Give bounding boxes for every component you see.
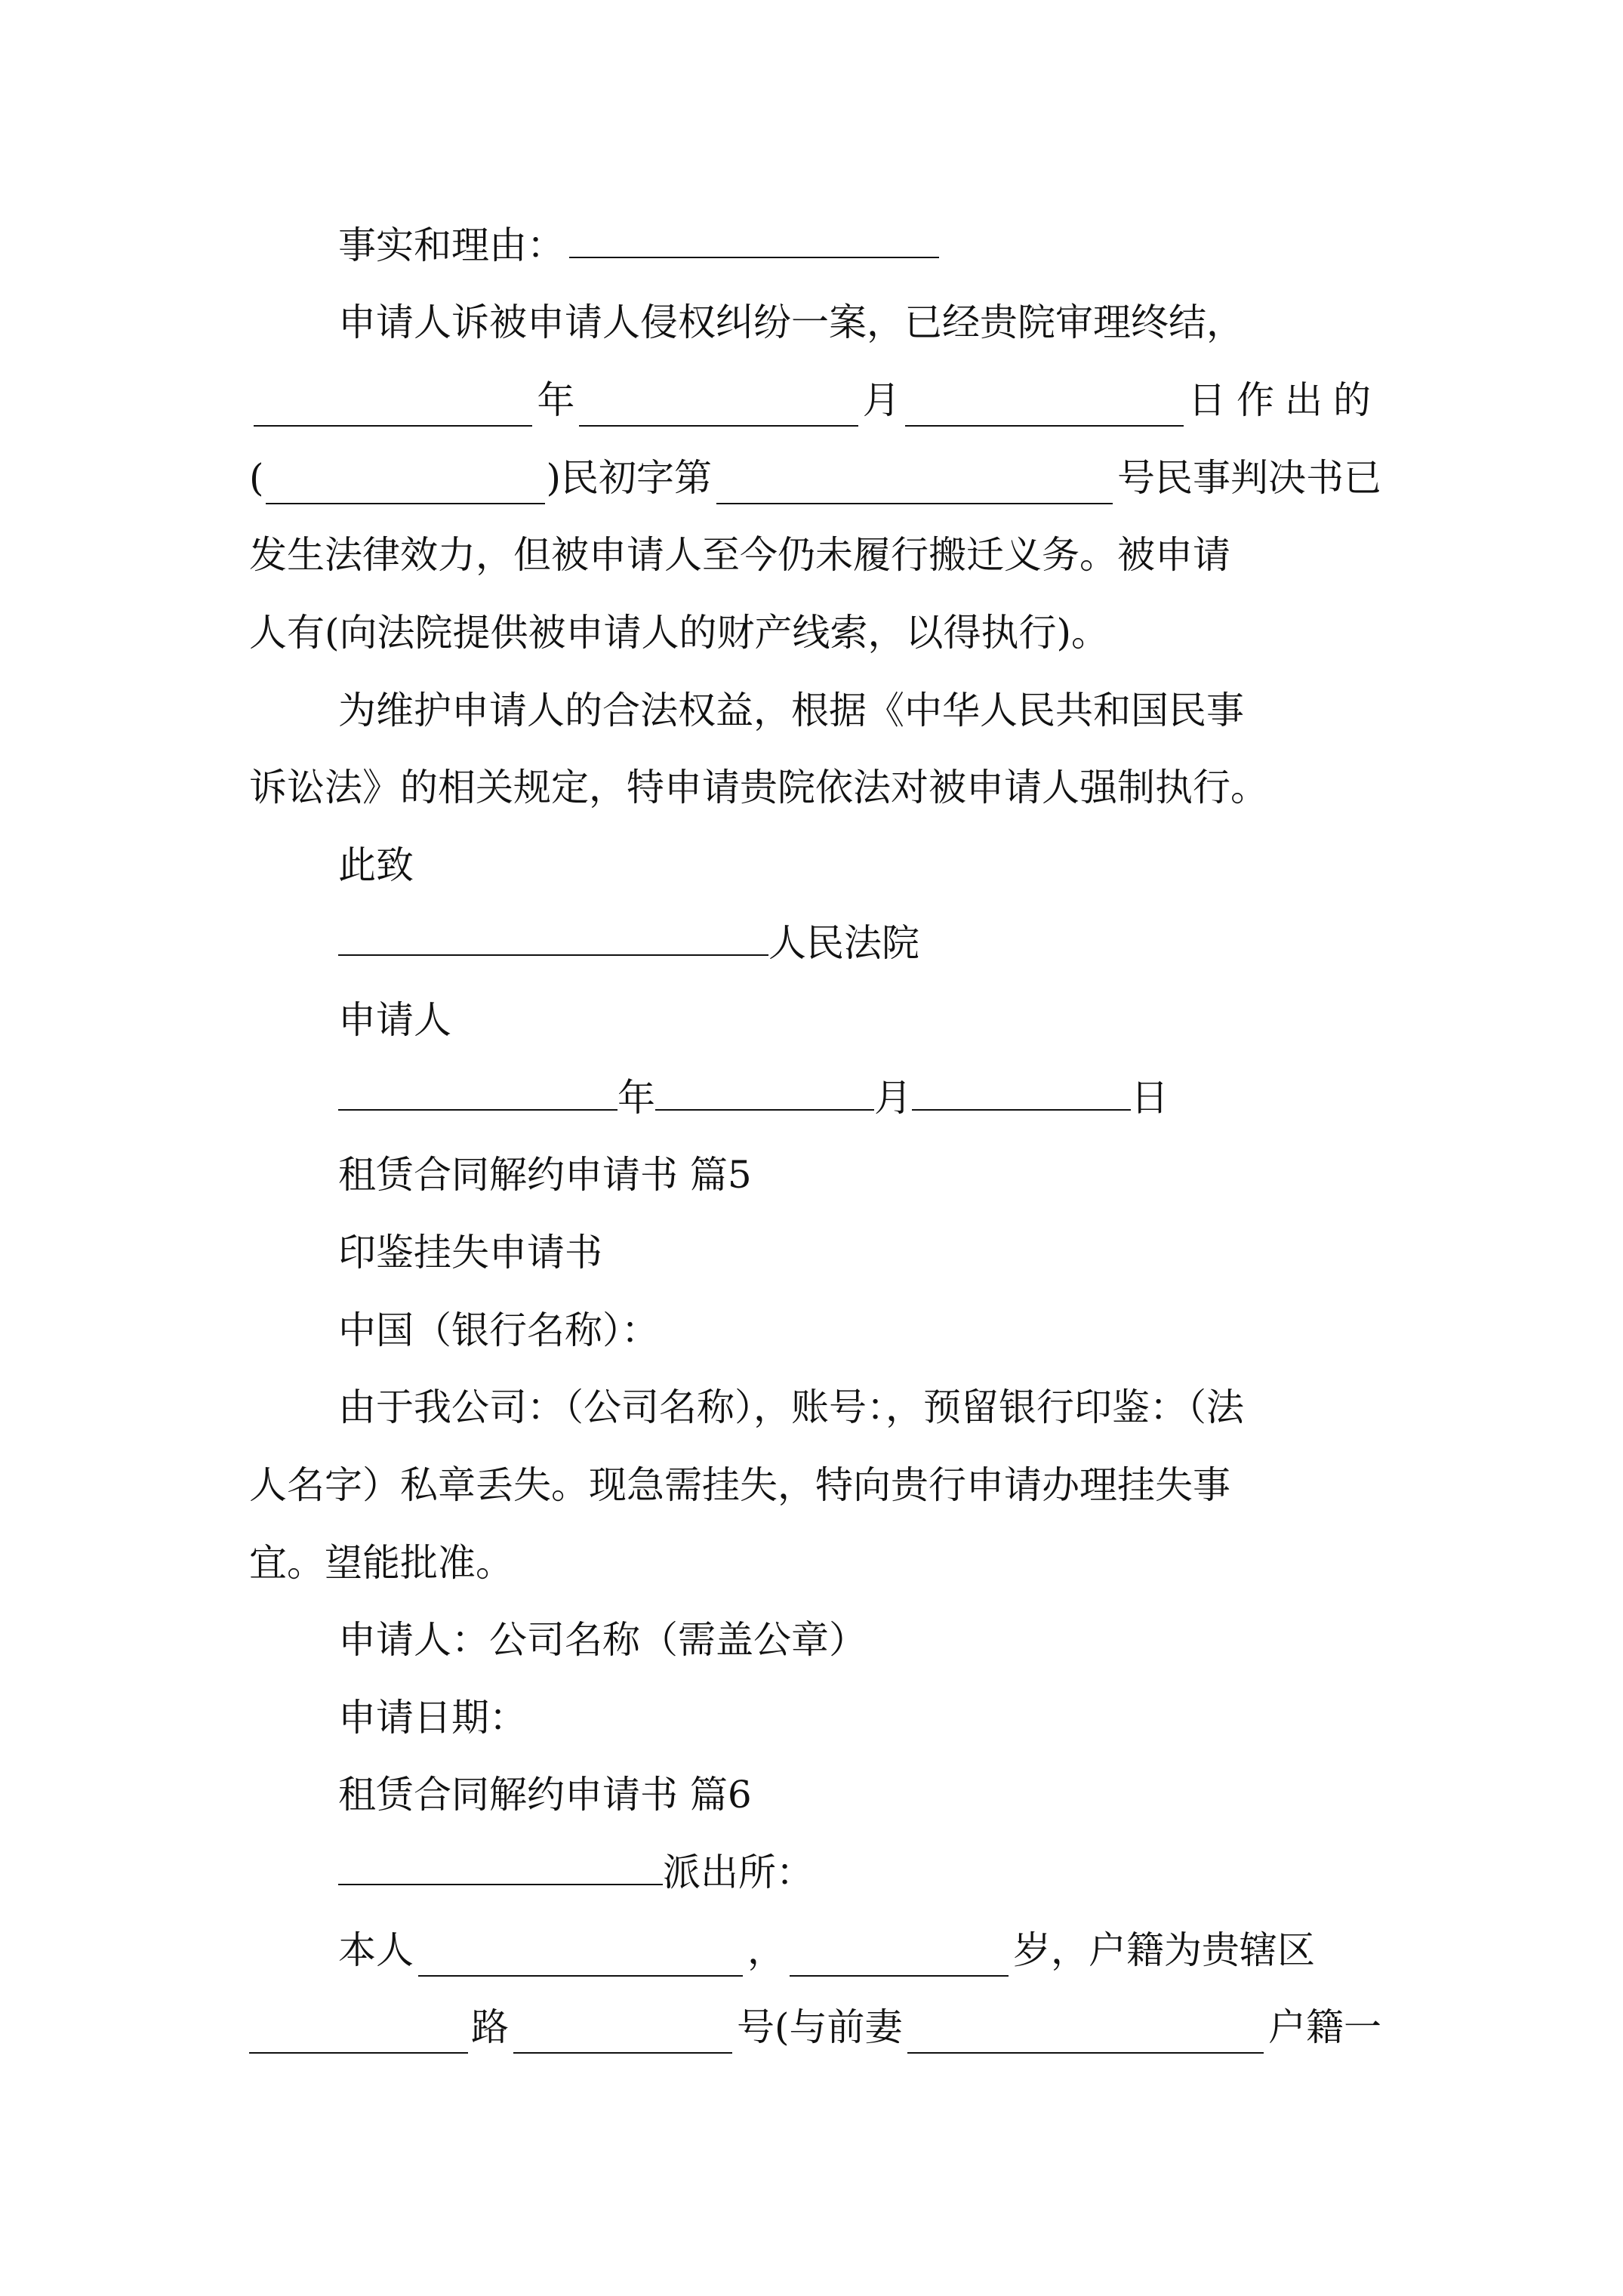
day-label: 日 bbox=[1131, 1076, 1169, 1120]
court-blank bbox=[266, 467, 545, 504]
facts-reasons-line bbox=[338, 219, 1471, 272]
blank-field bbox=[569, 220, 939, 258]
paragraph-text: 为维护申请人的合法权益，根据《中华人民共和国民事 bbox=[338, 689, 1244, 732]
section-heading-text: 租赁合同解约申请书 篇6 bbox=[338, 1773, 752, 1817]
personal-info-line bbox=[338, 1924, 1381, 1977]
application-date-text: 申请日期： bbox=[338, 1696, 527, 1740]
road-blank bbox=[249, 2016, 468, 2054]
section-heading bbox=[338, 1768, 1471, 1821]
paragraph-text: 申请人诉被申请人侵权纠纷一案，已经贵院审理终结， bbox=[338, 300, 1244, 344]
salutation bbox=[338, 839, 1471, 892]
signature-date-line bbox=[338, 1071, 1471, 1124]
month-blank bbox=[655, 1073, 874, 1111]
household-label: 户籍一 bbox=[1268, 2005, 1381, 2049]
police-station-label: 派出所： bbox=[663, 1851, 814, 1894]
case-number-blank bbox=[716, 467, 1113, 504]
addressee bbox=[338, 1304, 1471, 1357]
court-name-blank bbox=[338, 918, 768, 956]
name-blank bbox=[418, 1939, 743, 1977]
case-prefix-label: )民初字第 bbox=[546, 456, 713, 500]
self-label: 本人 bbox=[338, 1928, 414, 1972]
paragraph-line bbox=[249, 606, 1381, 659]
date-blank-line bbox=[249, 374, 1381, 427]
application-date bbox=[338, 1691, 1471, 1744]
paragraph-line bbox=[338, 296, 1471, 349]
police-station-blank bbox=[338, 1848, 663, 1885]
paren-open: ( bbox=[249, 456, 264, 500]
address-line bbox=[249, 2001, 1381, 2054]
age-blank bbox=[790, 1939, 1009, 1977]
applicant-company bbox=[338, 1613, 1471, 1666]
day-blank bbox=[905, 389, 1184, 427]
paragraph-text: 宜。望能批准。 bbox=[249, 1541, 513, 1585]
residence-label: 岁，户籍为贵辖区 bbox=[1013, 1928, 1315, 1972]
police-station-line bbox=[338, 1846, 1471, 1899]
ex-wife-blank bbox=[907, 2016, 1264, 2054]
salutation-text: 此致 bbox=[338, 843, 414, 887]
month-blank bbox=[579, 389, 858, 427]
judgment-label: 号民事判决书已 bbox=[1117, 456, 1381, 500]
document-title-text: 印鉴挂失申请书 bbox=[338, 1231, 602, 1274]
paragraph-text: 诉讼法》的相关规定，特申请贵院依法对被申请人强制执行。 bbox=[249, 766, 1268, 809]
year-blank bbox=[254, 389, 532, 427]
applicant-label: 申请人 bbox=[338, 998, 451, 1042]
year-label: 年 bbox=[617, 1076, 655, 1120]
paragraph-line bbox=[249, 1459, 1381, 1512]
applicant-line bbox=[338, 994, 1471, 1046]
road-label: 路 bbox=[471, 2005, 509, 2049]
paragraph-line bbox=[338, 1381, 1471, 1434]
comma: ， bbox=[747, 1928, 785, 1972]
month-label: 月 bbox=[874, 1076, 912, 1120]
paragraph-text: 发生法律效力，但被申请人至今仍未履行搬迁义务。被申请 bbox=[249, 533, 1230, 577]
paragraph-line bbox=[249, 1536, 1381, 1589]
paragraph-text: 人有(向法院提供被申请人的财产线索，以得执行)。 bbox=[249, 611, 1110, 655]
applicant-company-text: 申请人：公司名称（需盖公章） bbox=[338, 1618, 867, 1662]
number-blank bbox=[513, 2016, 732, 2054]
day-blank bbox=[912, 1073, 1131, 1111]
paragraph-line bbox=[249, 761, 1381, 814]
month-label: 月 bbox=[862, 378, 901, 422]
paragraph-text: 由于我公司：（公司名称），账号：，预留银行印鉴：（法 bbox=[338, 1385, 1244, 1429]
section-heading-text: 租赁合同解约申请书 篇5 bbox=[338, 1153, 752, 1197]
court-label: 人民法院 bbox=[768, 921, 919, 965]
case-number-line bbox=[249, 451, 1381, 504]
year-label: 年 bbox=[537, 378, 575, 422]
paragraph-text: 人名字）私章丢失。现急需挂失，特向贵行申请办理挂失事 bbox=[249, 1463, 1230, 1507]
ex-wife-label: 号(与前妻 bbox=[737, 2005, 903, 2049]
paragraph-line bbox=[338, 684, 1471, 737]
document-title bbox=[338, 1226, 1471, 1279]
facts-reasons-label: 事实和理由： bbox=[338, 223, 565, 267]
court-line bbox=[338, 917, 1471, 969]
section-heading bbox=[338, 1148, 1471, 1201]
paragraph-line bbox=[249, 529, 1381, 581]
year-blank bbox=[338, 1073, 617, 1111]
day-made-label: 日作出的 bbox=[1187, 378, 1381, 422]
addressee-text: 中国（银行名称）： bbox=[338, 1308, 659, 1352]
